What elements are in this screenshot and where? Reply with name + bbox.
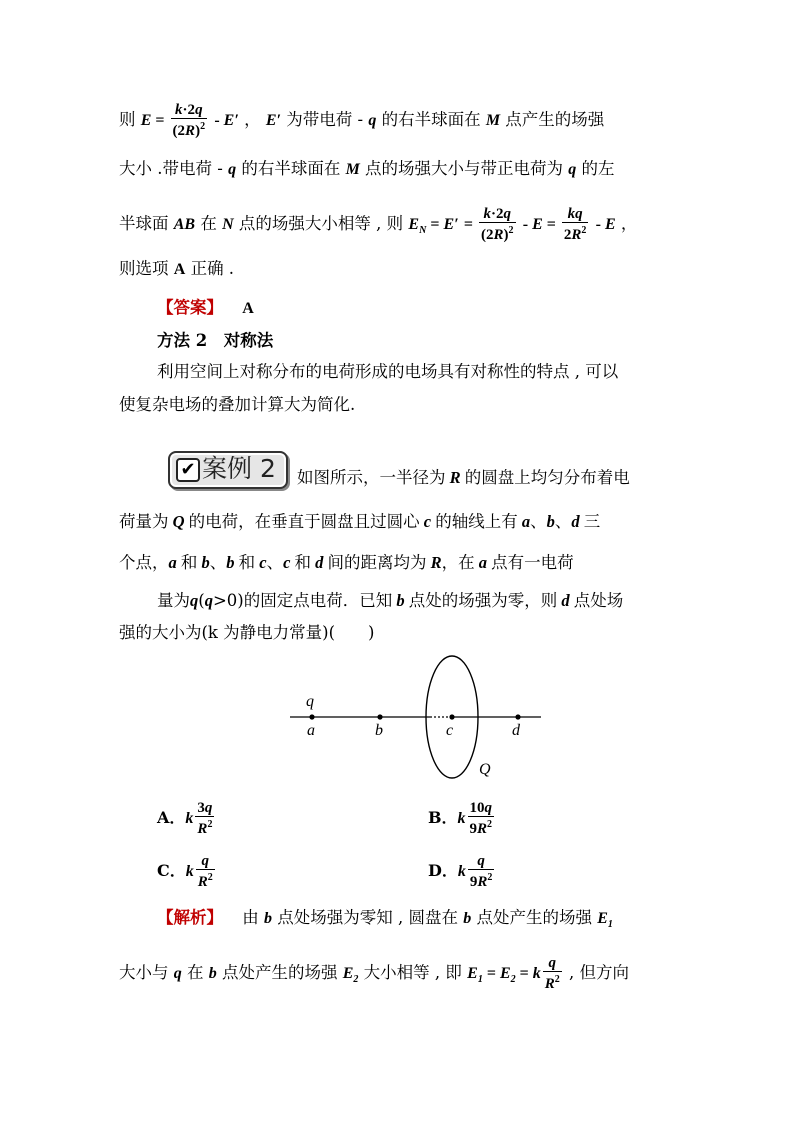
- case-line-1: 如图所示，一半径为 R 的圆盘上均匀分布着电: [297, 468, 630, 487]
- method-text-1: 利用空间上对称分布的电荷形成的电场具有对称性的特点 , 可以: [157, 362, 619, 381]
- para-line-3: 半球面 AB 在 N 点的场强大小相等 , 则 $E_N = E'$ = $\frac{k\cdot 2q}{(2R)^2}$ - E = $\frac{kq}{2R^2}$ - E ，: [119, 206, 638, 243]
- analysis-line-1: 【解析】 由 b 点处场强为零知 , 圆盘在 b 点处产生的场强 $E_1$: [157, 908, 613, 931]
- answer-label: 【答案】: [157, 298, 223, 317]
- case-badge-label: 案例 2: [202, 454, 276, 483]
- para-line-1: 则 E = $\frac{k\cdot 2q}{(2R)^2}$ - E′ ， E′ 为带电荷 - q 的右半球面在 M 点产生的场强: [119, 102, 605, 139]
- point-b: [377, 714, 382, 719]
- point-d: [515, 714, 520, 719]
- option-b[interactable]: B．k $\frac{10q}{9R^2}$: [428, 800, 493, 837]
- checkmark-icon: ✔: [176, 458, 200, 482]
- option-a[interactable]: A．k $\frac{3q}{R^2}$: [157, 800, 213, 837]
- answer-value: A: [242, 300, 254, 317]
- case-badge: [168, 451, 288, 489]
- option-c[interactable]: C．k $\frac{q}{R^2}$: [157, 853, 213, 890]
- fraction: $\frac{k\cdot 2q}{(2R)^2}$: [172, 102, 206, 139]
- label-d: d: [512, 722, 520, 739]
- label-Q: Q: [479, 761, 491, 778]
- analysis-line-2: 大小与 q 在 b 点处产生的场强 $E_2$ 大小相等 , 即 $E_1 = E_2 = k$ $\frac{q}{R^2}$ , 但方向: [119, 955, 630, 992]
- case-line-4: 量为q(q>0)的固定点电荷．已知 b 点处的场强为零，则 d 点处场: [157, 591, 624, 610]
- point-a: [309, 714, 314, 719]
- option-d[interactable]: D．k $\frac{q}{9R^2}$: [428, 853, 493, 890]
- method-title: 方法 2 对称法: [157, 331, 274, 350]
- label-a: a: [307, 722, 315, 739]
- fraction: $\frac{k\cdot 2q}{(2R)^2}$: [480, 206, 514, 243]
- label-q: q: [306, 693, 314, 710]
- point-c: [449, 714, 454, 719]
- fraction: $\frac{kq}{2R^2}$: [563, 206, 587, 243]
- case-line-2: 荷量为 Q 的电荷，在垂直于圆盘且过圆心 c 的轴线上有 a、b、d 三: [119, 512, 601, 531]
- case-line-3: 个点，a 和 b、b 和 c、c 和 d 间的距离均为 R，在 a 点有一电荷: [119, 553, 574, 572]
- para-line-2: 大小 .带电荷 - q 的右半球面在 M 点的场强大小与带正电荷为 q 的左: [119, 159, 615, 178]
- text: 则: [119, 110, 136, 129]
- case-line-5: 强的大小为(k 为静电力常量)( ): [119, 623, 375, 642]
- label-c: c: [446, 722, 454, 739]
- disk-diagram: [280, 650, 550, 785]
- label-b: b: [375, 722, 383, 739]
- para-line-4: 则选项 A 正确 .: [119, 259, 235, 278]
- answer-line: [157, 297, 254, 320]
- method-text-2: 使复杂电场的叠加计算大为简化.: [119, 395, 356, 414]
- analysis-label: 【解析】: [157, 908, 223, 927]
